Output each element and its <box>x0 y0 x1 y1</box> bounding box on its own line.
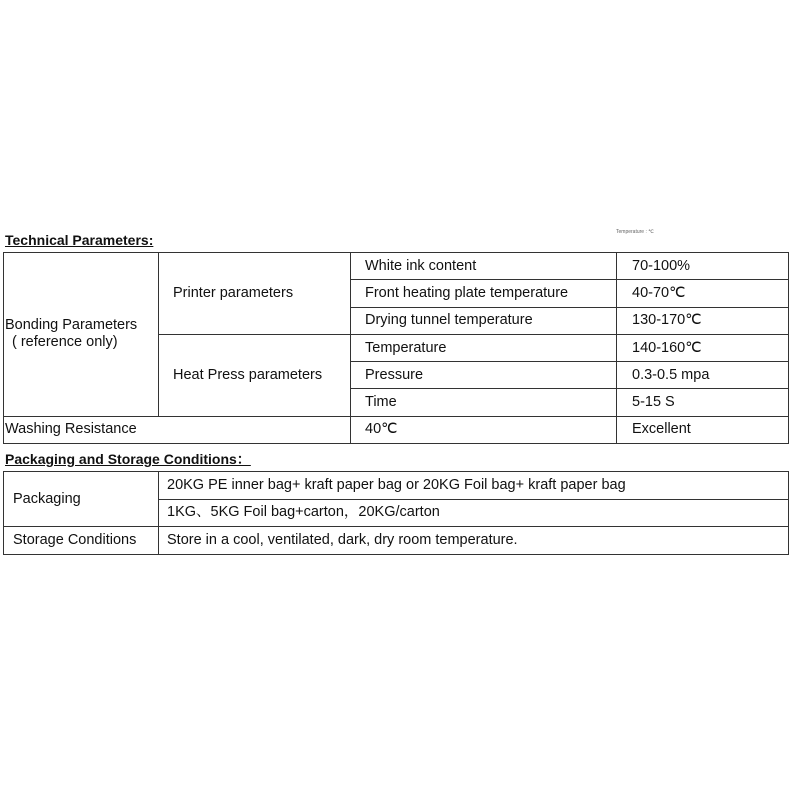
bonding-label: Bonding Parameters <box>5 317 138 334</box>
table-row <box>4 416 789 443</box>
washing-result: Excellent <box>617 416 789 443</box>
packaging-label: Packaging <box>4 472 159 527</box>
bonding-parameters-cell <box>4 253 159 417</box>
param-value: 140-160℃ <box>617 334 789 361</box>
washing-condition: 40℃ <box>351 416 617 443</box>
printer-parameters-cell: Printer parameters <box>159 253 351 335</box>
param-name: Front heating plate temperature <box>351 280 617 307</box>
packaging-line-1: 20KG PE inner bag+ kraft paper bag or 20KG Foil bag+ kraft paper bag <box>159 472 789 500</box>
param-value: 0.3-0.5 mpa <box>617 362 789 389</box>
param-value: 5-15 S <box>617 389 789 416</box>
table-row <box>4 253 789 280</box>
param-name: Time <box>351 389 617 416</box>
param-name: White ink content <box>351 253 617 280</box>
corner-note: Temperature : ℃ <box>616 229 654 235</box>
param-value: 70-100% <box>617 253 789 280</box>
storage-conditions-value: Store in a cool, ventilated, dark, dry room temperature. <box>159 527 789 555</box>
bonding-sublabel: ( reference only) <box>12 334 118 351</box>
storage-conditions-label: Storage Conditions <box>4 527 159 555</box>
technical-parameters-table <box>3 252 789 444</box>
param-name: Drying tunnel temperature <box>351 307 617 334</box>
heat-press-parameters-cell: Heat Press parameters <box>159 334 351 416</box>
table-row <box>4 527 789 555</box>
param-name: Temperature <box>351 334 617 361</box>
param-value: 40-70℃ <box>617 280 789 307</box>
table-row <box>4 472 789 500</box>
packaging-line-2: 1KG、5KG Foil bag+carton，20KG/carton <box>159 499 789 527</box>
param-value: 130-170℃ <box>617 307 789 334</box>
technical-parameters-title: Technical Parameters: <box>5 232 154 248</box>
washing-resistance-label: Washing Resistance <box>4 416 351 443</box>
packaging-title: Packaging and Storage Conditions： <box>5 451 251 467</box>
param-name: Pressure <box>351 362 617 389</box>
packaging-table <box>3 471 789 555</box>
